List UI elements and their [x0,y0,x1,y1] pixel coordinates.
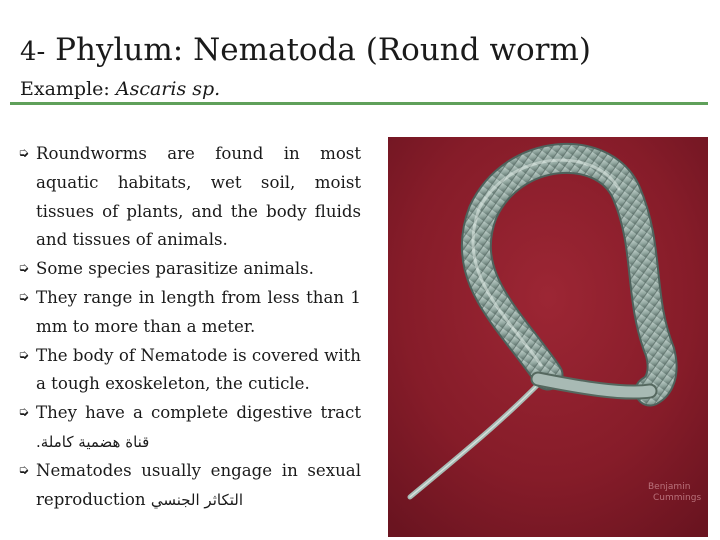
bullet-item [18,399,361,457]
bullet-arrow-icon: ➭ [18,289,29,305]
bullet-arabic-text: التكاثر الجنسي [150,490,243,509]
bullet-text: Some species parasitize animals. [36,259,314,279]
watermark-line-2: Cummings [653,493,702,503]
nematode-photo [388,137,708,537]
bullet-arrow-icon: ➭ [18,405,29,421]
subtitle-label: Example: [20,78,110,100]
slide-title-text: Phylum: Nematoda (Round worm) [45,32,591,68]
slide-title [20,30,591,72]
bullet-list [18,140,361,514]
watermark-line-1: Benjamin [648,482,691,492]
bullet-arrow-icon: ➭ [18,462,29,478]
bullet-text: Roundworms are found in most aquatic habitats, wet soil, moist tissues of plants, and the body fluids and tissues of animals. [36,144,361,250]
bullet-text: The body of Nematode is covered with a tough exoskeleton, the cuticle. [36,345,361,394]
bullet-text: They range in length from less than 1 mm to more than a meter. [36,287,361,336]
slide-subtitle [20,76,220,102]
subtitle-example: Ascaris sp. [109,78,221,100]
bullet-item [18,457,361,515]
bullet-item [18,284,361,342]
bullet-item [18,140,361,255]
title-divider [10,102,708,105]
bullet-text: Nematodes usually engage in sexual reproduction [36,460,361,509]
bullet-arrow-icon: ➭ [18,261,29,277]
slide-title-number: 4- [20,37,46,67]
bullet-text: They have a complete digestive tract [36,403,361,423]
bullet-item [18,342,361,400]
bullet-arrow-icon: ➭ [18,146,29,161]
bullet-item [18,255,361,284]
bullet-arrow-icon: ➭ [18,347,29,363]
bullet-arabic-text: قناة هضمية كاملة. [36,432,150,451]
